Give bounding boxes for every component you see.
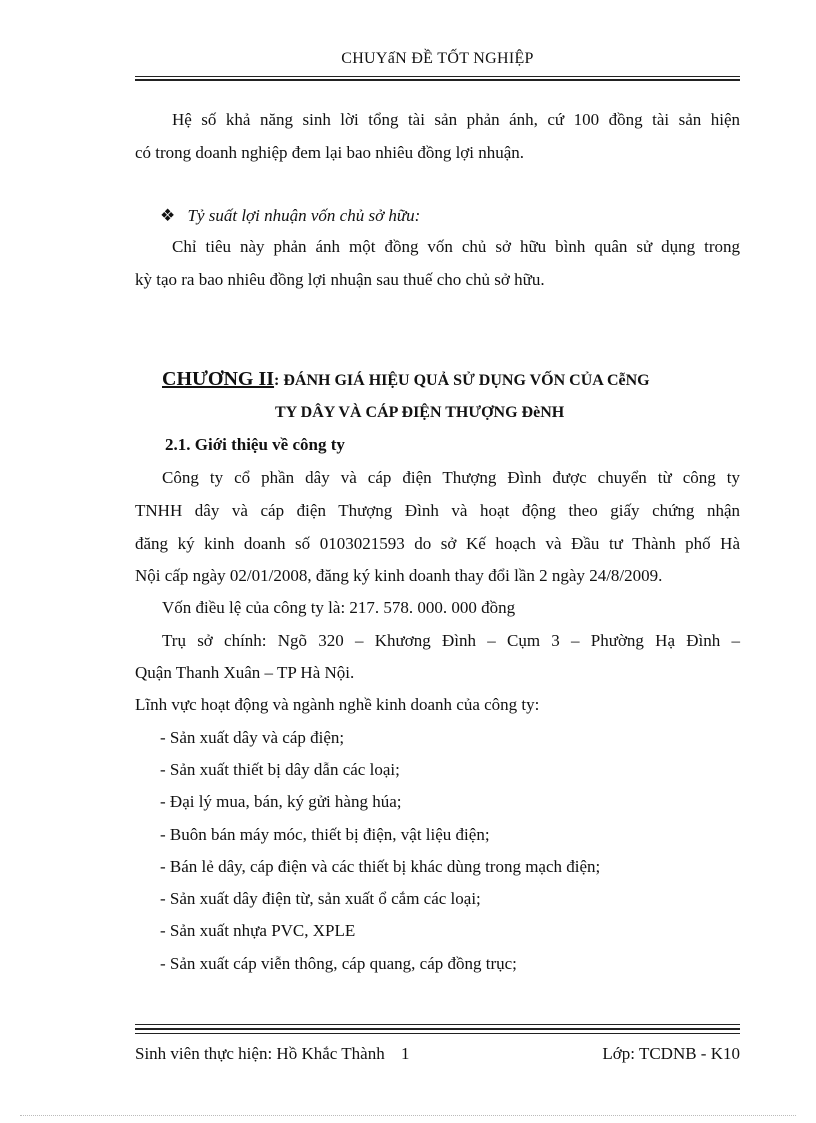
chapter-heading <box>162 368 650 391</box>
roe-line-2: kỳ tạo ra bao nhiêu đồng lợi nhuận sau thuế cho chủ sở hữu. <box>135 270 545 289</box>
company-para-line-4: Nội cấp ngày 02/01/2008, đăng ký kinh doanh thay đổi lần 2 ngày 24/8/2009. <box>135 566 663 585</box>
chapter-title-line-2: TY DÂY VÀ CÁP ĐIỆN THƯỢNG ĐèNH <box>275 404 565 421</box>
list-item: - Bán lẻ dây, cáp điện và các thiết bị khác dùng trong mạch điện; <box>160 857 601 876</box>
list-item: - Buôn bán máy móc, thiết bị điện, vật liệu điện; <box>160 825 490 844</box>
footer-rule-thick <box>135 1028 740 1030</box>
list-item: - Đại lý mua, bán, ký gửi hàng húa; <box>160 792 402 811</box>
header-rule-thick <box>135 79 740 81</box>
list-item: - Sản xuất thiết bị dây dẫn các loại; <box>160 760 400 779</box>
header-rule <box>135 76 740 77</box>
diamond-bullet-icon: ❖ <box>160 206 176 225</box>
footer-class: Lớp: TCDNB - K10 <box>602 1044 740 1063</box>
section-heading: 2.1. Giới thiệu về công ty <box>165 435 345 454</box>
footer-rule <box>135 1024 740 1025</box>
page-number: 1 <box>400 1044 410 1063</box>
roe-heading <box>160 207 420 224</box>
chapter-label: CHƯƠNG II <box>162 368 275 390</box>
footer-student <box>135 1044 409 1064</box>
company-para-line-1: Công ty cổ phần dây và cáp điện Thượng Đình được chuyển từ công ty <box>162 468 740 487</box>
intro-line-2: có trong doanh nghiệp đem lại bao nhiêu đồng lợi nhuận. <box>135 143 525 162</box>
charter-capital: Vốn điều lệ của công ty là: 217. 578. 000. 000 đồng <box>162 598 516 617</box>
company-para-line-3: đăng ký kinh doanh số 0103021593 do sở Kế hoạch và Đầu tư Thành phố Hà <box>135 534 740 553</box>
chapter-title-line-1: : ĐÁNH GIÁ HIỆU QUẢ SỬ DỤNG VỐN CỦA CễNG <box>274 372 650 389</box>
company-para-line-2: TNHH dây và cáp điện Thượng Đình và hoạt động theo giấy chứng nhận <box>135 501 740 520</box>
page-bottom-border <box>20 1115 796 1116</box>
footer-student-name: Sinh viên thực hiện: Hồ Khắc Thành <box>135 1044 385 1063</box>
footer-rule-thin <box>135 1033 740 1034</box>
list-item: - Sản xuất dây và cáp điện; <box>160 728 345 747</box>
list-item: - Sản xuất nhựa PVC, XPLE <box>160 921 356 940</box>
list-item: - Sản xuất dây điện từ, sản xuất ổ cắm các loại; <box>160 889 481 908</box>
headquarters-line-1: Trụ sở chính: Ngõ 320 – Khương Đình – Cụm 3 – Phường Hạ Đình – <box>162 631 740 650</box>
business-fields-intro: Lĩnh vực hoạt động và ngành nghề kinh doanh của công ty: <box>135 695 540 714</box>
page-footer <box>135 1044 740 1064</box>
headquarters-line-2: Quận Thanh Xuân – TP Hà Nội. <box>135 663 355 682</box>
page-header-title: CHUYấN ĐỀ TỐT NGHIỆP <box>341 50 534 67</box>
intro-line-1: Hệ số khả năng sinh lời tổng tài sản phản ánh, cứ 100 đồng tài sản hiện <box>172 110 740 129</box>
roe-heading-text: Tỷ suất lợi nhuận vốn chủ sở hữu: <box>187 206 421 225</box>
roe-line-1: Chỉ tiêu này phản ánh một đồng vốn chủ sở hữu bình quân sử dụng trong <box>172 237 740 256</box>
list-item: - Sản xuất cáp viễn thông, cáp quang, cáp đồng trục; <box>160 954 517 973</box>
